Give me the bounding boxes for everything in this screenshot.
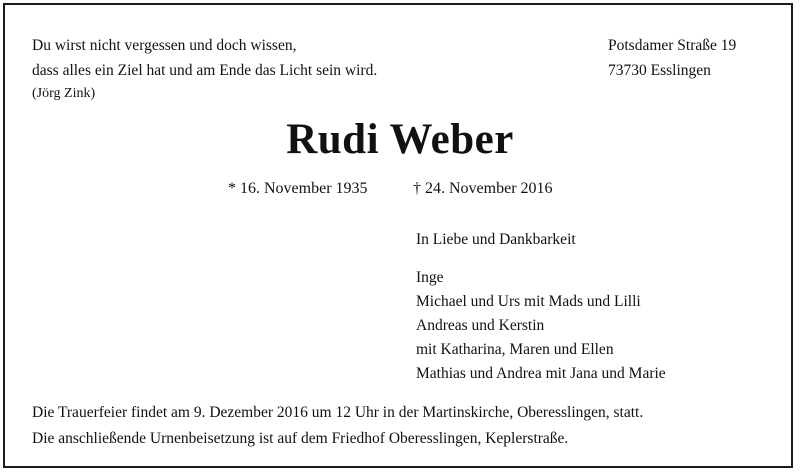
quote-line: Du wirst nicht vergessen und doch wissen, [32,37,297,54]
mourner-entry: Mathias und Andrea mit Jana und Marie [416,365,666,382]
mourner-entry: mit Katharina, Maren und Ellen [416,341,614,358]
mourners-intro: In Liebe und Dankbarkeit [416,231,576,248]
deceased-name: Rudi Weber [286,116,514,163]
memorial-quote [32,33,377,105]
address-city: 73730 Esslingen [608,62,711,79]
quote-author: (Jörg Zink) [32,86,96,101]
mourners-list [416,229,666,386]
family-address [608,33,736,83]
quote-line: dass alles ein Ziel hat und am Ende das Licht sein wird. [32,62,378,79]
death-date: † 24. November 2016 [413,180,553,197]
burial-line: Die anschließende Urnenbeisetzung ist auf dem Friedhof Oberesslingen, Keplerstraße. [32,430,569,447]
mourner-entry: Michael und Urs mit Mads und Lilli [416,293,641,310]
service-information [32,400,643,452]
address-street: Potsdamer Straße 19 [608,37,737,54]
mourner-entry: Inge [416,269,444,286]
birth-date: * 16. November 1935 [228,180,368,197]
mourner-entry: Andreas und Kerstin [416,317,545,334]
funeral-service-line: Die Trauerfeier findet am 9. Dezember 2016 um 12 Uhr in der Martinskirche, Oberesslingen, statt. [32,404,644,421]
